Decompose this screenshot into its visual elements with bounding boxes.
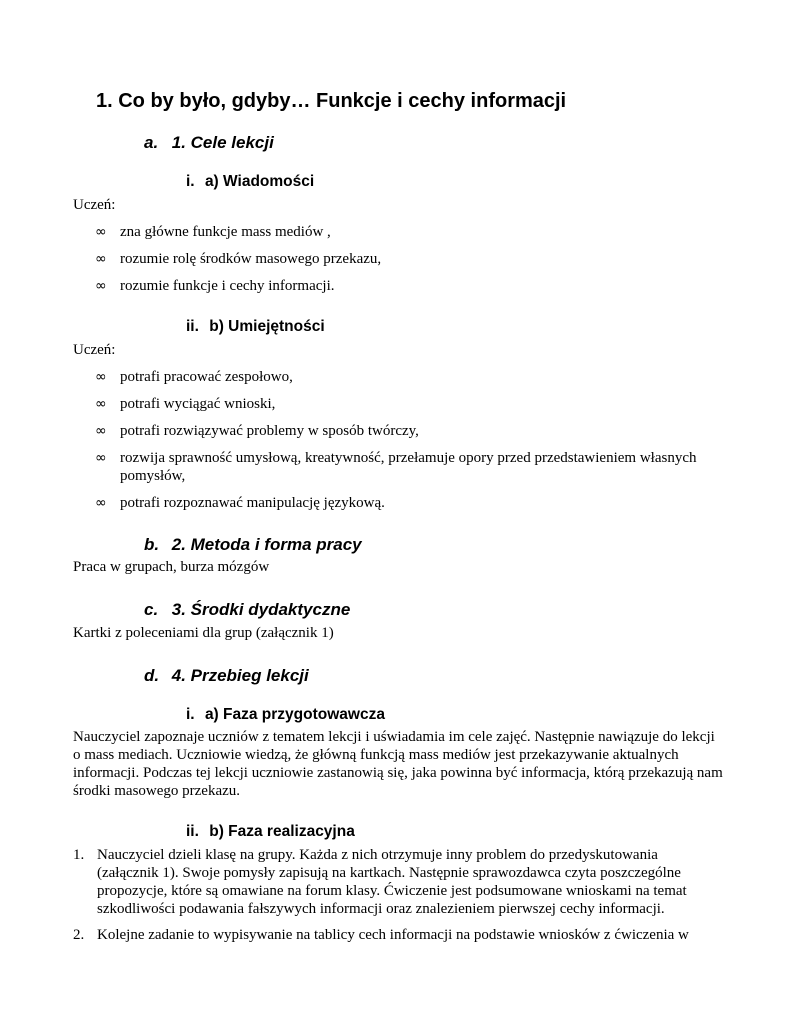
student-label: Uczeń: [73,342,116,358]
step-text: Kolejne zadanie to wypisywanie na tablicy cech informacji na podstawie wniosków z ćwiczenia w [97,927,689,943]
infinity-bullet-icon: ∞ [95,369,107,385]
section-heading-procedure [144,665,309,687]
subheading-marker: ii. [186,823,199,840]
infinity-bullet-icon: ∞ [95,495,107,511]
subheading-marker: i. [186,173,195,190]
subheading-text: b) Umiejętności [209,318,325,335]
subheading-knowledge [186,172,314,192]
infinity-bullet-icon: ∞ [95,224,107,240]
document-page: 1. Co by było, gdyby… Funkcje i cechy informacji a. 1. Cele lekcji i. a) Wiadomości Uczeń: ∞ zna główne funkcje mass mediów , ∞ rozumie rolę środków masowego przekazu, ∞ rozumie funkcje i cechy informacji. ii. b) Umiejętności Uczeń: ∞ potrafi pracować zespołowo, ∞ potrafi wyciągać wnioski, ∞ potrafi rozwiązywać problemy w sposób twórczy, ∞ rozwija sprawność umysłową, kreatywność, przełamuje opory przed przedstawieniem własnych pomysłów, ∞ potrafi rozpoznawać manipulację językową. b. 2. Metoda i forma pracy Praca w grupach, burza mózgów c. 3. Środki dydaktyczne Kartki z poleceniami dla grup (załącznik 1) d. 4. Przebieg lekcji i. a) Faza przygotowawcza Nauczyciel zapoznaje uczniów z tematem lekcji i uświadamia im cele zajęć. Następnie nawiązuje do lekcji o mass mediach. Uczniowie wiedzą, że główną funkcją mass mediów jest przekazywanie aktualnych informacji. Podczas tej lekcji uczniowie zastanowią się, jaka powinna być informacja, którą przekazują nam środki masowego przekazu. ii. b) Faza realizacyjna 1. Nauczyciel dzieli klasę na grupy. Każda z nich otrzymuje inny problem do przedyskutowania (załącznik 1). Swoje pomysły zapisują na kartkach. Następnie sprawozdawca czyta poszczególne propozycje, które są omawiane na forum klasy. Ćwiczenie jest podsumowane wnioskami na temat szkodliwości podawania fałszywych informacji oraz znalezieniem pierwszej cechy informacji. 2. Kolejne zadanie to wypisywanie na tablicy cech informacji na podstawie wniosków z ćwiczenia w [73,90,723,943]
section-heading-goals [144,132,274,154]
infinity-bullet-icon: ∞ [95,423,107,439]
section-marker: c. [144,600,159,619]
section-heading-resources [144,599,350,621]
subheading-preparation [186,705,385,725]
preparation-paragraph: Nauczyciel zapoznaje uczniów z tematem lekcji i uświadamia im cele zajęć. Następnie nawiązuje do lekcji o mass mediach. Uczniowie wiedzą, że główną funkcją mass mediów jest przekazywanie aktualnych informacji. Podczas tej lekcji uczniowie zastanowią się, jaka powinna być informacja, którą przekazują nam środki masowego przekazu. [73,729,723,799]
infinity-bullet-icon: ∞ [95,396,107,412]
page-title: 1. Co by było, gdyby… Funkcje i cechy informacji [96,90,567,112]
step-number: 1. [73,847,85,863]
step-number: 2. [73,927,85,943]
resources-text: Kartki z poleceniami dla grup (załącznik 1) [73,625,334,641]
section-heading-text: 3. Środki dydaktyczne [171,600,351,619]
subheading-realization [186,822,355,842]
step-text: Nauczyciel dzieli klasę na grupy. Każda z nich otrzymuje inny problem do przedyskutowania (załącznik 1). Swoje pomysły zapisują na kartkach. Następnie sprawozdawca czyta poszczególne propozycje, które są omawiane na forum klasy. Ćwiczenie jest podsumowane wnioskami na temat szkodliwości podawania fałszywych informacji oraz znalezieniem pierwszej cechy informacji. [97,847,687,917]
student-label: Uczeń: [73,197,116,213]
section-marker: a. [144,133,159,152]
infinity-bullet-icon: ∞ [95,450,107,466]
method-text: Praca w grupach, burza mózgów [73,559,270,575]
subheading-skills [186,317,325,337]
subheading-marker: i. [186,706,195,723]
subheading-marker: ii. [186,318,199,335]
subheading-text: a) Faza przygotowawcza [204,706,385,723]
section-heading-text: 4. Przebieg lekcji [171,666,309,685]
infinity-bullet-icon: ∞ [95,278,107,294]
section-heading-method [144,534,362,556]
section-marker: d. [144,666,160,685]
section-heading-text: 1. Cele lekcji [171,133,274,152]
subheading-text: a) Wiadomości [204,173,315,190]
section-heading-text: 2. Metoda i forma pracy [171,535,362,554]
infinity-bullet-icon: ∞ [95,251,107,267]
section-marker: b. [144,535,160,554]
subheading-text: b) Faza realizacyjna [209,823,355,840]
